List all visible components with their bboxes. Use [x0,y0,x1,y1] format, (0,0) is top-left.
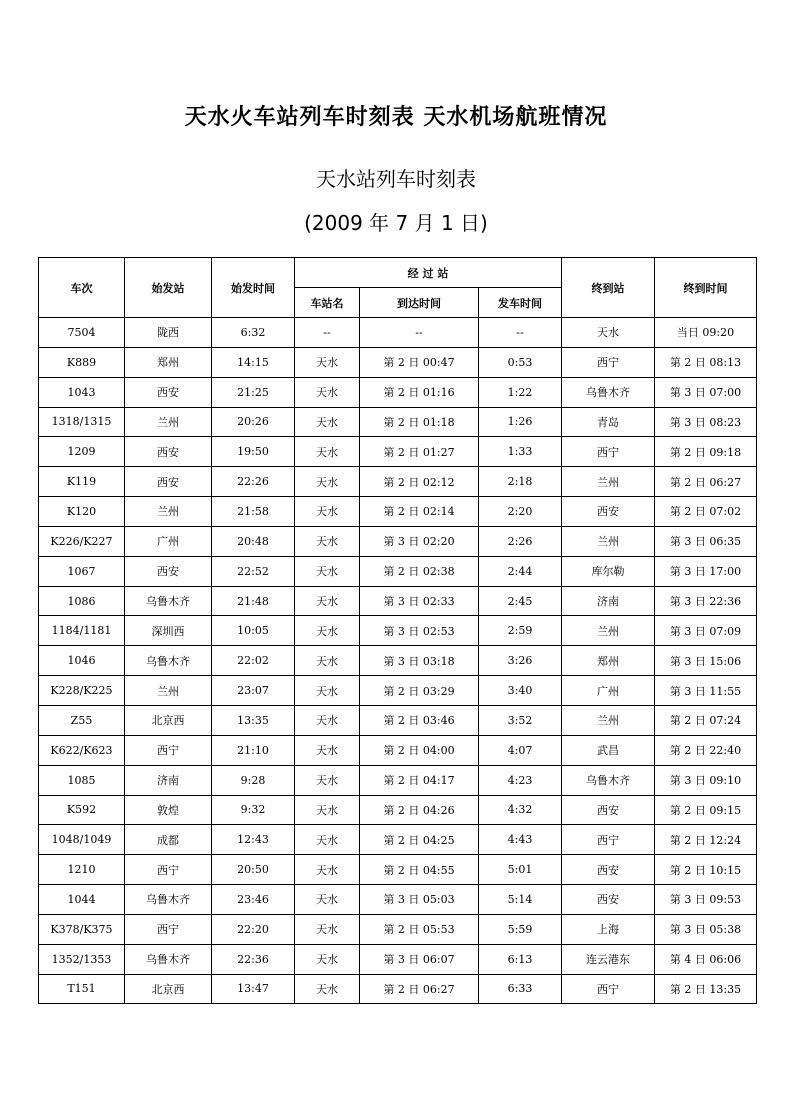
cell-station-name: 天水 [295,705,360,735]
cell-leave-time: 4:23 [479,765,562,795]
cell-train-no: 1048/1049 [39,825,125,855]
cell-terminal-time: 第 3 日 05:38 [655,914,757,944]
cell-terminal-time: 第 3 日 07:00 [655,377,757,407]
cell-terminal: 兰州 [562,616,655,646]
cell-terminal: 兰州 [562,467,655,497]
table-row [39,377,757,407]
cell-terminal: 西宁 [562,347,655,377]
table-row [39,437,757,467]
cell-terminal: 西宁 [562,974,655,1004]
cell-arrive-time: 第 2 日 03:29 [360,676,479,706]
cell-leave-time: 2:18 [479,467,562,497]
cell-depart-time: 21:25 [212,377,295,407]
table-row [39,765,757,795]
cell-train-no: 1352/1353 [39,944,125,974]
cell-terminal-time: 第 2 日 09:18 [655,437,757,467]
cell-terminal: 连云港东 [562,944,655,974]
timetable-subtitle: 天水站列车时刻表 [316,167,476,191]
cell-leave-time: 3:26 [479,646,562,676]
cell-origin: 乌鲁木齐 [125,646,212,676]
cell-station-name: 天水 [295,407,360,437]
table-row [39,944,757,974]
cell-origin: 兰州 [125,497,212,527]
cell-terminal: 乌鲁木齐 [562,765,655,795]
cell-leave-time: 2:44 [479,556,562,586]
cell-arrive-time: 第 3 日 05:03 [360,885,479,915]
table-row [39,526,757,556]
cell-terminal-time: 第 3 日 17:00 [655,556,757,586]
cell-terminal: 兰州 [562,526,655,556]
table-row [39,676,757,706]
cell-station-name: 天水 [295,586,360,616]
table-row [39,795,757,825]
cell-station-name: 天水 [295,855,360,885]
cell-depart-time: 14:15 [212,347,295,377]
cell-station-name: 天水 [295,765,360,795]
cell-arrive-time: 第 2 日 06:27 [360,974,479,1004]
table-row [39,914,757,944]
cell-leave-time: 1:33 [479,437,562,467]
cell-terminal: 西安 [562,497,655,527]
cell-terminal: 乌鲁木齐 [562,377,655,407]
cell-train-no: 1209 [39,437,125,467]
cell-origin: 西安 [125,437,212,467]
table-row [39,347,757,377]
cell-origin: 郑州 [125,347,212,377]
cell-terminal: 西宁 [562,825,655,855]
cell-depart-time: 9:28 [212,765,295,795]
cell-station-name: 天水 [295,437,360,467]
table-row [39,735,757,765]
cell-train-no: 7504 [39,318,125,348]
cell-arrive-time: 第 2 日 04:25 [360,825,479,855]
cell-train-no: 1046 [39,646,125,676]
cell-arrive-time: 第 3 日 03:18 [360,646,479,676]
document-title: 天水火车站列车时刻表 天水机场航班情况 [184,105,608,130]
cell-terminal: 上海 [562,914,655,944]
cell-depart-time: 21:10 [212,735,295,765]
cell-leave-time: 2:20 [479,497,562,527]
cell-leave-time: 1:22 [479,377,562,407]
cell-origin: 陇西 [125,318,212,348]
cell-depart-time: 23:07 [212,676,295,706]
cell-leave-time: 4:32 [479,795,562,825]
cell-train-no: T151 [39,974,125,1004]
cell-depart-time: 22:52 [212,556,295,586]
cell-terminal: 郑州 [562,646,655,676]
cell-origin: 成都 [125,825,212,855]
cell-train-no: 1085 [39,765,125,795]
cell-depart-time: 13:47 [212,974,295,1004]
cell-terminal: 武昌 [562,735,655,765]
cell-arrive-time: 第 3 日 02:20 [360,526,479,556]
cell-leave-time: -- [479,318,562,348]
table-row [39,556,757,586]
cell-depart-time: 13:35 [212,705,295,735]
cell-leave-time: 4:43 [479,825,562,855]
timetable-date: (2009 年 7 月 1 日) [304,211,488,235]
cell-arrive-time: 第 3 日 02:33 [360,586,479,616]
cell-origin: 乌鲁木齐 [125,885,212,915]
header-terminal-time: 终到时间 [655,258,757,318]
cell-origin: 北京西 [125,974,212,1004]
cell-origin: 西宁 [125,914,212,944]
cell-depart-time: 20:50 [212,855,295,885]
cell-train-no: 1067 [39,556,125,586]
train-timetable [38,257,757,1004]
table-row [39,467,757,497]
cell-station-name: 天水 [295,556,360,586]
header-leave-time: 发车时间 [479,288,562,318]
cell-terminal-time: 第 3 日 06:35 [655,526,757,556]
cell-depart-time: 22:26 [212,467,295,497]
cell-train-no: Z55 [39,705,125,735]
cell-station-name: 天水 [295,377,360,407]
cell-train-no: K378/K375 [39,914,125,944]
cell-station-name: 天水 [295,914,360,944]
cell-terminal: 西安 [562,795,655,825]
cell-origin: 深圳西 [125,616,212,646]
cell-arrive-time: 第 2 日 01:18 [360,407,479,437]
cell-arrive-time: -- [360,318,479,348]
table-row [39,586,757,616]
cell-train-no: K226/K227 [39,526,125,556]
cell-train-no: K119 [39,467,125,497]
header-depart-time: 始发时间 [212,258,295,318]
header-origin: 始发站 [125,258,212,318]
cell-depart-time: 22:20 [212,914,295,944]
cell-leave-time: 1:26 [479,407,562,437]
cell-depart-time: 6:32 [212,318,295,348]
cell-terminal: 库尔勒 [562,556,655,586]
cell-terminal-time: 第 2 日 12:24 [655,825,757,855]
cell-train-no: K622/K623 [39,735,125,765]
cell-arrive-time: 第 2 日 05:53 [360,914,479,944]
table-row [39,974,757,1004]
cell-origin: 西宁 [125,855,212,885]
cell-arrive-time: 第 2 日 04:26 [360,795,479,825]
header-train-no: 车次 [39,258,125,318]
cell-terminal: 西安 [562,885,655,915]
table-row [39,855,757,885]
cell-terminal-time: 第 3 日 09:53 [655,885,757,915]
cell-origin: 兰州 [125,676,212,706]
cell-train-no: 1086 [39,586,125,616]
cell-arrive-time: 第 2 日 04:55 [360,855,479,885]
cell-station-name: 天水 [295,646,360,676]
cell-arrive-time: 第 2 日 01:16 [360,377,479,407]
cell-station-name: 天水 [295,347,360,377]
table-row [39,885,757,915]
cell-depart-time: 22:36 [212,944,295,974]
cell-station-name: 天水 [295,616,360,646]
cell-station-name: 天水 [295,944,360,974]
cell-terminal-time: 第 3 日 15:06 [655,646,757,676]
cell-station-name: 天水 [295,735,360,765]
cell-terminal-time: 第 3 日 22:36 [655,586,757,616]
cell-train-no: 1043 [39,377,125,407]
header-arrive-time: 到达时间 [360,288,479,318]
cell-train-no: K592 [39,795,125,825]
header-via: 经 过 站 [295,258,562,288]
cell-terminal-time: 当日 09:20 [655,318,757,348]
cell-terminal: 西安 [562,855,655,885]
table-row [39,705,757,735]
cell-train-no: 1318/1315 [39,407,125,437]
cell-depart-time: 12:43 [212,825,295,855]
cell-terminal-time: 第 2 日 22:40 [655,735,757,765]
cell-origin: 广州 [125,526,212,556]
cell-leave-time: 4:07 [479,735,562,765]
cell-leave-time: 2:59 [479,616,562,646]
cell-depart-time: 10:05 [212,616,295,646]
table-row [39,497,757,527]
cell-terminal-time: 第 2 日 07:24 [655,705,757,735]
cell-terminal-time: 第 3 日 11:55 [655,676,757,706]
cell-terminal-time: 第 2 日 06:27 [655,467,757,497]
cell-station-name: 天水 [295,795,360,825]
cell-origin: 西安 [125,377,212,407]
cell-depart-time: 23:46 [212,885,295,915]
cell-leave-time: 5:01 [479,855,562,885]
cell-station-name: -- [295,318,360,348]
cell-leave-time: 6:13 [479,944,562,974]
cell-leave-time: 5:59 [479,914,562,944]
cell-origin: 北京西 [125,705,212,735]
cell-station-name: 天水 [295,676,360,706]
cell-arrive-time: 第 2 日 04:00 [360,735,479,765]
cell-terminal-time: 第 2 日 09:15 [655,795,757,825]
cell-arrive-time: 第 2 日 00:47 [360,347,479,377]
cell-origin: 乌鲁木齐 [125,586,212,616]
cell-origin: 西宁 [125,735,212,765]
cell-terminal: 西宁 [562,437,655,467]
cell-origin: 西安 [125,467,212,497]
cell-arrive-time: 第 3 日 06:07 [360,944,479,974]
cell-origin: 敦煌 [125,795,212,825]
cell-arrive-time: 第 2 日 02:12 [360,467,479,497]
cell-station-name: 天水 [295,974,360,1004]
table-row [39,825,757,855]
cell-depart-time: 21:48 [212,586,295,616]
cell-arrive-time: 第 2 日 02:38 [360,556,479,586]
table-row [39,318,757,348]
cell-train-no: K889 [39,347,125,377]
cell-depart-time: 19:50 [212,437,295,467]
cell-station-name: 天水 [295,825,360,855]
cell-arrive-time: 第 2 日 03:46 [360,705,479,735]
cell-origin: 西安 [125,556,212,586]
cell-leave-time: 3:52 [479,705,562,735]
cell-leave-time: 2:45 [479,586,562,616]
header-terminal: 终到站 [562,258,655,318]
cell-station-name: 天水 [295,467,360,497]
cell-arrive-time: 第 2 日 01:27 [360,437,479,467]
header-station-name: 车站名 [295,288,360,318]
table-row [39,646,757,676]
cell-depart-time: 22:02 [212,646,295,676]
cell-origin: 兰州 [125,407,212,437]
cell-leave-time: 2:26 [479,526,562,556]
cell-station-name: 天水 [295,885,360,915]
cell-origin: 济南 [125,765,212,795]
cell-station-name: 天水 [295,497,360,527]
cell-terminal-time: 第 2 日 10:15 [655,855,757,885]
cell-terminal-time: 第 4 日 06:06 [655,944,757,974]
cell-depart-time: 20:26 [212,407,295,437]
cell-terminal-time: 第 3 日 09:10 [655,765,757,795]
cell-terminal: 兰州 [562,705,655,735]
cell-leave-time: 3:40 [479,676,562,706]
cell-depart-time: 20:48 [212,526,295,556]
cell-arrive-time: 第 3 日 02:53 [360,616,479,646]
cell-train-no: 1184/1181 [39,616,125,646]
cell-terminal-time: 第 3 日 07:09 [655,616,757,646]
cell-depart-time: 21:58 [212,497,295,527]
cell-depart-time: 9:32 [212,795,295,825]
cell-terminal-time: 第 2 日 08:13 [655,347,757,377]
cell-terminal: 天水 [562,318,655,348]
cell-arrive-time: 第 2 日 02:14 [360,497,479,527]
cell-terminal: 青岛 [562,407,655,437]
cell-train-no: K120 [39,497,125,527]
cell-terminal-time: 第 2 日 07:02 [655,497,757,527]
table-row [39,407,757,437]
cell-terminal-time: 第 3 日 08:23 [655,407,757,437]
cell-leave-time: 6:33 [479,974,562,1004]
cell-terminal: 广州 [562,676,655,706]
cell-leave-time: 0:53 [479,347,562,377]
cell-station-name: 天水 [295,526,360,556]
cell-terminal-time: 第 2 日 13:35 [655,974,757,1004]
cell-terminal: 济南 [562,586,655,616]
table-row [39,616,757,646]
cell-origin: 乌鲁木齐 [125,944,212,974]
cell-train-no: K228/K225 [39,676,125,706]
timetable-body [39,318,757,1004]
cell-train-no: 1044 [39,885,125,915]
cell-arrive-time: 第 2 日 04:17 [360,765,479,795]
cell-leave-time: 5:14 [479,885,562,915]
cell-train-no: 1210 [39,855,125,885]
